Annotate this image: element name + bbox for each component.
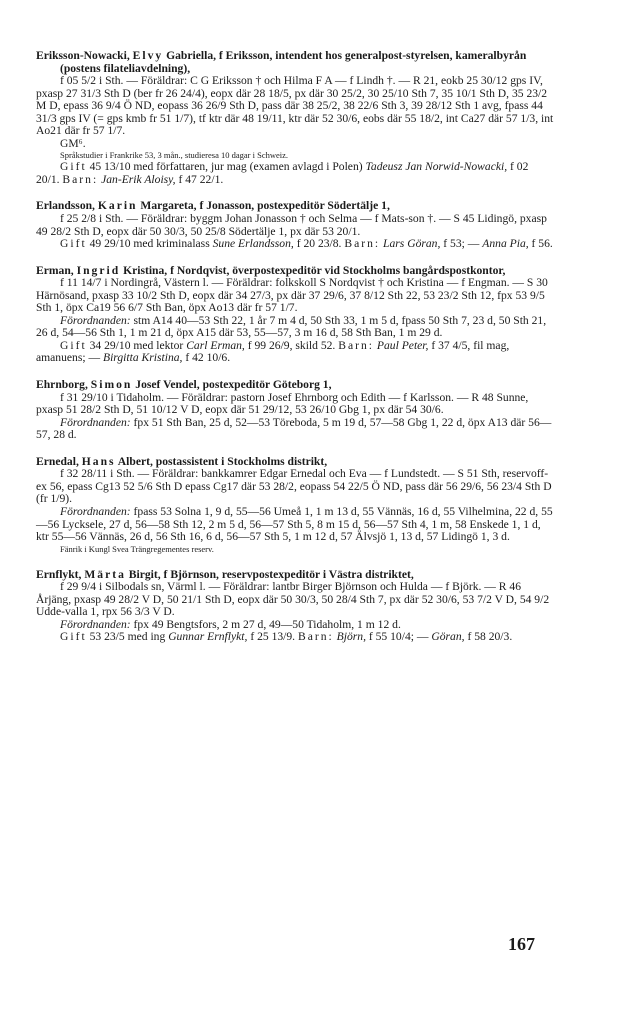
appointments-text: Förordnanden: fpx 51 Sth Ban, 25 d, 52—53 Töreboda, 5 m 19 d, 57—58 Gbg 1, 22 d, öpx A13 där 56—57, 28 d.: [36, 415, 552, 442]
entry-heading: Erlandsson, Karin Margareta, f Jonasson, postexpeditör Södertälje 1,: [36, 199, 390, 213]
note-text: Fänrik i Kungl Svea Trängregementes reserv.: [60, 543, 214, 554]
appointments-text: Förordnanden: fpass 53 Solna 1, 9 d, 55—56 Umeå 1, 1 m 13 d, 55 Vännäs, 16 d, 55 Vilhelmina, 22 d, 55—56 Lycksele, 27 d, 56—58 Sth 12, 2 m 5 d, 56—57 Sth 5, 8 m 15 d, 56—57 Sth 4, 1 m, 58 Enskede 1, 1 d, ktr 55—56 Vännäs, 26 d, 56 Sth 16, 6 d, 56—57 Sth 5, 1 m 12 d, 57 Älvsjö 1, 13 d, 57 Lidingö 1, 3 d.: [36, 504, 553, 544]
appointments-text: Förordnanden: stm A14 40—53 Sth 22, 1 år 7 m 4 d, 50 Sth 33, 1 m 5 d, fpass 50 Sth 7, 23 d, 50 Sth 21, 26 d, 54—56 Sth 1, 1 m 21 d, öpx A15 där 53, 55—57, 3 m 16 d, 58 Sth Ban, 1 m 29 d.: [36, 313, 547, 340]
entry-heading: Ernedal, Hans Albert, postassistent i Stockholms distrikt,: [36, 454, 328, 468]
entry-body: f 25 2/8 i Sth. — Föräldrar: byggm Johan Jonasson † och Selma — f Mats-son †. — S 45 Lidingö, pxasp 49 28/2 Sth D, eopx där 50 30/3, 50 25/8 Södertälje 1, px där 53 20/1.: [36, 212, 547, 238]
entry-body: f 05 5/2 i Sth. — Föräldrar: C G Eriksson † och Hilma F A — f Lindh †. — R 21, eokb 25 30/12 gps IV, pxasp 27 31/3 Sth D (ber fr 26 24/4), eopx där 28 18/5, px där 30 25/2, 30 25/10 Sth 7, 35 10/1 Sth D, 35 23/2 M D, epass 36 9/4 Ö ND, eopass 36 26/9 Sth D, pass där 38 25/2, 38 22/6 Sth 3, 39 28/12 Sth 1 avg, fpass 44 31/3 gps IV (= gps kmb fr 51 1/7), tf ktr där 48 19/11, ktr där 52 30/6, eobs där 55 18/2, int Ca27 där 57 1/3, int Ao21 där fr 57 1/7.: [36, 74, 554, 138]
note-text: Språkstudier i Frankrike 53, 3 mån., studieresa 10 dagar i Schweiz.: [60, 150, 289, 161]
entry-heading: Ernflykt, Märta Birgit, f Björnson, reservpostexpeditör i Västra distriktet,: [36, 567, 414, 581]
entry-body: f 29 9/4 i Silbodals sn, Värml l. — Föräldrar: lantbr Birger Björnson och Hulda — f Björk. — R 46 Årjäng, pxasp 49 28/2 V D, 50 21/1 Sth D, eopx där 50 30/3, 50 28/4 Sth 7, px där 52 30/6, 53 7/2 V D, 54 9/2 Udde-valla 1, rpx 56 3/3 V D.: [36, 580, 550, 619]
entry-erman: [36, 265, 554, 365]
marriage-text: Gift 34 29/10 med lektor Carl Erman, f 99 26/9, skild 52. Barn: Paul Peter, f 37 4/5, fil mag, amanuens; — Birgitta Kristina, f 42 10/6.: [36, 338, 510, 365]
entry-heading: Eriksson-Nowacki, Elvy Gabriella, f Eriksson, intendent hos generalpost-styrelsen, kameralbyrån (postens filateliavdelning),: [36, 49, 527, 75]
entry-eriksson-nowacki: [36, 50, 554, 186]
marriage-text: Gift 53 23/5 med ing Gunnar Ernflykt, f 25 13/9. Barn: Björn, f 55 10/4; — Göran, f 58 20/3.: [60, 630, 513, 644]
entry-ernflykt: [36, 569, 554, 644]
appointments-text: Förordnanden: fpx 49 Bengtsfors, 2 m 27 d, 49—50 Tidaholm, 1 m 12 d.: [60, 617, 401, 631]
entry-heading: Erman, Ingrid Kristina, f Nordqvist, överpostexpeditör vid Stockholms bangårdspostkontor,: [36, 263, 506, 277]
marriage-text: Gift 45 13/10 med författaren, jur mag (examen avlagd i Polen) Tadeusz Jan Norwid-Nowacki, f 02 20/1. Barn: Jan-Erik Aloisy, f 47 22/1.: [36, 160, 529, 186]
document-page: [36, 50, 554, 658]
entry-body: f 31 29/10 i Tidaholm. — Föräldrar: pastorn Josef Ehrnborg och Edith — f Karlsson. — R 48 Sunne, pxasp 51 28/2 Sth D, 51 10/12 V D, eopx där 51 29/12, 53 26/10 Gbg 1, px där 54 30/6.: [36, 390, 529, 417]
award-text: GM⁶.: [60, 136, 86, 150]
entry-body: f 32 28/11 i Sth. — Föräldrar: bankkamrer Edgar Ernedal och Eva — f Lundstedt. — S 51 Sth, reservoff-ex 56, epass Cg13 52 5/6 Sth D epass Cg17 där 53 28/2, eopass 54 22/5 Ö ND, pass där 56 29/6, 56 23/4 Sth D (fr 1/9).: [36, 467, 552, 506]
entry-ernedal: [36, 456, 554, 555]
entry-body: f 11 14/7 i Nordingrå, Västern l. — Föräldrar: folkskoll S Nordqvist † och Kristina — f Engman. — S 30 Härnösand, pxasp 33 10/2 Sth D, eopx där 34 27/3, px där 37 29/6, 37 8/12 Sth 22, 53 23/2 Sth 12, fpx 53 9/5 Sth 1, öpx Ca19 56 6/7 Sth Ban, öpx Ao13 där fr 57 1/7.: [36, 276, 548, 315]
page-number: 167: [508, 934, 535, 954]
marriage-text: Gift 49 29/10 med kriminalass Sune Erlandsson, f 20 23/8. Barn: Lars Göran, f 53; — Anna Pia, f 56.: [60, 237, 553, 251]
entry-ehrnborg: [36, 379, 554, 442]
entry-heading: Ehrnborg, Simon Josef Vendel, postexpeditör Göteborg 1,: [36, 378, 332, 392]
entry-erlandsson: [36, 200, 554, 250]
